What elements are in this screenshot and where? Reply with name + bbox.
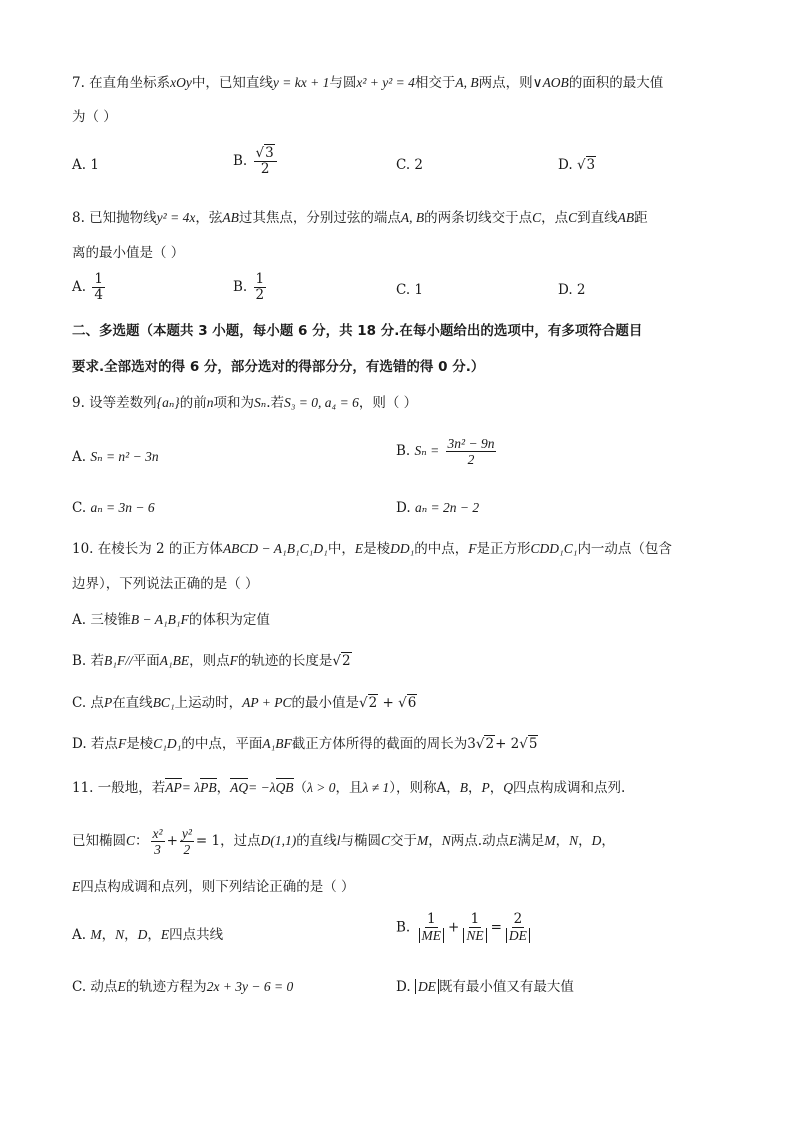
math: N <box>115 927 125 942</box>
math: A, B <box>400 210 425 225</box>
math: F <box>468 541 477 556</box>
math: y² = 4x <box>156 210 196 225</box>
q11-stem-line3 <box>72 876 355 898</box>
math: E <box>117 979 126 994</box>
math: BC₁ <box>152 695 175 710</box>
q8-option-a <box>72 272 107 303</box>
sqrt: √3 <box>576 157 596 173</box>
numerator: 1 <box>255 271 265 287</box>
text: ），则称A， <box>389 780 460 796</box>
q10-option-b <box>72 650 352 672</box>
math: + <box>448 919 460 936</box>
text: 10. 在棱长为 2 的正方体 <box>72 541 223 557</box>
text: 的直线 <box>296 833 337 849</box>
text: 中，已知直线 <box>191 75 273 91</box>
math: aₙ = 3n − 6 <box>90 500 155 515</box>
text: 在直线 <box>112 695 153 711</box>
text: ， <box>147 927 161 943</box>
text: ，则（ ） <box>358 395 418 411</box>
text: 过其焦点，分别过弦的端点 <box>238 210 401 226</box>
text: 7. 在直角坐标系 <box>72 75 171 91</box>
q11-stem-line1 <box>72 777 625 799</box>
math: A₁BF <box>262 736 292 751</box>
text: ， <box>428 833 442 849</box>
math: Q <box>503 780 514 795</box>
math: = λ <box>181 780 201 795</box>
text: 已知椭圆 <box>72 833 126 849</box>
numerator: x² <box>152 826 163 841</box>
q10-stem-line1 <box>72 538 672 560</box>
radicand: 2 <box>368 695 378 711</box>
math: F <box>117 736 127 751</box>
math: E <box>72 879 81 894</box>
text: ， <box>601 833 615 849</box>
fraction <box>254 272 267 303</box>
text: 8. 已知抛物线 <box>72 210 157 226</box>
q7-option-b <box>233 146 279 177</box>
math: Sₙ = <box>414 443 440 458</box>
vector: AP <box>165 777 182 799</box>
math: DD₁ <box>390 541 415 556</box>
text: 四点构成调和点列. <box>513 780 626 796</box>
math: B <box>459 780 469 795</box>
text: 两点，则∨ <box>478 75 543 91</box>
option-label: B. <box>233 153 248 169</box>
text: 是正方形 <box>476 541 531 557</box>
vector: QB <box>276 777 294 799</box>
option-label: A. <box>72 279 87 295</box>
text: 是棱 <box>126 736 154 752</box>
math: M <box>417 833 429 848</box>
q11-option-a <box>72 924 223 946</box>
text: 到直线 <box>577 210 618 226</box>
numerator: 2 <box>513 911 523 927</box>
math: E <box>509 833 518 848</box>
denominator: 2 <box>260 161 270 177</box>
text: 的前 <box>179 395 207 411</box>
fraction <box>254 146 277 177</box>
q11-option-d <box>396 976 574 998</box>
option-label: D. <box>396 979 411 995</box>
q8-option-c: C. 1 <box>396 282 424 298</box>
text: 平面 <box>132 653 160 669</box>
text: C. 动点 <box>72 979 118 995</box>
option-label: D. <box>558 157 573 173</box>
q8-option-b <box>233 272 268 303</box>
text: （ <box>293 780 308 796</box>
math: AOB <box>542 75 569 90</box>
math: y = kx + 1 <box>272 75 330 90</box>
q10-option-c: C. 点P在直线BC₁上运动时，AP + PC的最小值是√2 + √6 <box>72 692 417 714</box>
q8-stem-line2: 离的最小值是（ ） <box>72 245 185 261</box>
text: 的中点， <box>414 541 469 557</box>
text: B. 若 <box>72 653 105 669</box>
denominator: ME <box>419 928 445 943</box>
text: 中， <box>327 541 355 557</box>
q10-option-a <box>72 609 270 631</box>
denominator: 2 <box>183 842 191 857</box>
math: D <box>137 927 148 942</box>
fraction <box>92 272 105 303</box>
math: n <box>206 395 214 410</box>
q7-stem-line2: 为（ ） <box>72 109 117 125</box>
math: A₁BE <box>159 653 190 668</box>
q11-stem-line2 <box>72 826 615 857</box>
fraction <box>151 826 165 857</box>
text: 的最小值是 <box>291 695 359 711</box>
text: ， <box>101 927 116 943</box>
math: aₙ = 2n − 2 <box>414 500 480 515</box>
math: λ ≠ 1 <box>362 780 390 795</box>
radicand: 6 <box>407 695 417 711</box>
q10-option-d <box>72 733 538 755</box>
math: P <box>103 695 113 710</box>
numerator: y² <box>181 826 192 841</box>
text: 四点构成调和点列，则下列结论正确的是（ ） <box>80 879 355 895</box>
denominator: 2 <box>255 287 265 303</box>
text: 满足 <box>517 833 545 849</box>
text: ， <box>468 780 482 796</box>
option-label: C. <box>72 500 87 516</box>
text: A. 三棱锥 <box>72 612 131 628</box>
math: S₃ = 0, a₄ = 6 <box>283 395 359 410</box>
text: 相交于 <box>414 75 456 91</box>
text: 截正方体所得的截面的周长为 <box>291 736 468 752</box>
text: ， <box>124 927 138 943</box>
numerator: 1 <box>94 271 103 287</box>
text: 交于 <box>390 833 418 849</box>
q9-option-b <box>396 436 498 467</box>
math: F <box>229 653 238 668</box>
math: D(1,1) <box>260 833 297 848</box>
math: M <box>90 927 102 942</box>
math: xOy <box>170 75 192 90</box>
math: C₁D₁ <box>153 736 182 751</box>
q8-stem-line1 <box>72 207 648 229</box>
sqrt: √6 <box>398 695 417 711</box>
text: ，点 <box>541 210 569 226</box>
radicand: 2 <box>485 736 495 752</box>
option-label: B. <box>396 919 411 936</box>
math: AB <box>617 210 635 225</box>
q7-stem-line1 <box>72 72 663 94</box>
math: DE <box>415 979 439 994</box>
q9-option-c <box>72 497 155 519</box>
vector: PB <box>200 777 217 799</box>
math: 3 <box>467 736 476 752</box>
text: 是棱 <box>363 541 391 557</box>
text: 与椭圆 <box>340 833 382 849</box>
numerator: 1 <box>470 911 480 927</box>
math: B − A₁B₁F <box>130 612 189 627</box>
math: E <box>160 927 170 942</box>
q7-option-d <box>558 154 596 176</box>
option-label: D. <box>396 500 411 516</box>
radicand: 2 <box>342 653 351 669</box>
section2-heading-line2: 要求.全部选对的得 6 分，部分选对的得部分分，有选错的得 0 分.） <box>72 359 485 375</box>
q10-stem-line2: 边界），下列说法正确的是（ ） <box>72 576 259 592</box>
text: ， <box>489 780 504 796</box>
q7-option-a: A. 1 <box>72 157 99 173</box>
q7-option-c: C. 2 <box>396 157 424 173</box>
radicand: 3 <box>586 157 596 173</box>
math: C <box>381 833 391 848</box>
text: ，则点 <box>189 653 230 669</box>
text: 9. 设等差数列 <box>72 395 157 411</box>
radicand: 3 <box>265 145 274 161</box>
radicand: 5 <box>528 736 538 752</box>
math: λ > 0 <box>307 780 336 795</box>
fraction <box>180 826 194 857</box>
math: 2x + 3y − 6 = 0 <box>206 979 294 994</box>
option-label: A. <box>72 449 87 465</box>
text: 上运动时， <box>174 695 243 711</box>
math: Sₙ = n² − 3n <box>90 449 159 464</box>
math: = −λ <box>248 780 276 795</box>
text: 的轨迹方程为 <box>125 979 207 995</box>
numerator: 1 <box>426 911 436 927</box>
math: P <box>481 780 490 795</box>
math: AP + PC <box>242 695 292 710</box>
text: 四点共线 <box>169 927 224 943</box>
text: .若 <box>266 395 284 411</box>
text: 距 <box>634 210 648 226</box>
math: A, B <box>455 75 479 90</box>
math: C <box>126 833 136 848</box>
q8-option-d: D. 2 <box>558 282 586 298</box>
denominator: DE <box>506 928 530 943</box>
math: M <box>544 833 556 848</box>
math: ABCD − A₁B₁C₁D₁ <box>222 541 328 556</box>
text: C. 点 <box>72 695 104 711</box>
q11-option-c <box>72 976 293 998</box>
text: ，弦 <box>195 210 223 226</box>
text: = 1，过点 <box>195 833 261 849</box>
math: AB <box>222 210 239 225</box>
denominator: 4 <box>94 287 103 303</box>
text: 与圆 <box>329 75 357 91</box>
text: 11. 一般地，若 <box>72 780 166 796</box>
text: 内一动点（包含 <box>577 541 672 557</box>
option-label: B. <box>396 443 411 459</box>
fraction <box>446 436 497 467</box>
text: ， <box>578 833 592 849</box>
fraction <box>417 912 447 944</box>
math: C <box>568 210 578 225</box>
math: {aₙ} <box>156 395 180 410</box>
math: Sₙ <box>253 395 267 410</box>
text: ， <box>555 833 570 849</box>
math: D <box>591 833 602 848</box>
text: 的体积为定值 <box>188 612 270 628</box>
numerator: √3 <box>254 146 277 162</box>
math: + 2 <box>495 736 520 752</box>
text: ， <box>216 780 231 796</box>
sqrt: √2 <box>359 695 378 711</box>
section2-heading-line1: 二、多选题（本题共 3 小题，每小题 6 分，共 18 分.在每小题给出的选项中，有多项符合题目 <box>72 323 643 339</box>
option-label: B. <box>233 279 248 295</box>
math: B₁F// <box>104 653 133 668</box>
option-label: A. <box>72 927 87 943</box>
math: l <box>336 833 341 848</box>
text: ，且 <box>335 780 363 796</box>
math: N <box>441 833 451 848</box>
sqrt: √5 <box>519 736 538 752</box>
q9-stem <box>72 392 417 414</box>
q9-option-d <box>396 497 479 519</box>
numerator: 3n² − 9n <box>447 436 495 451</box>
math: N <box>569 833 579 848</box>
text: 两点.动点 <box>450 833 510 849</box>
text: 既有最小值又有最大值 <box>438 979 574 995</box>
math: E <box>354 541 364 556</box>
text: 的中点，平面 <box>181 736 263 752</box>
fraction <box>461 912 488 944</box>
denominator: 3 <box>154 842 161 857</box>
text: ： <box>135 833 149 849</box>
text: 项和为 <box>213 395 254 411</box>
math: = <box>490 919 502 936</box>
denominator: 2 <box>467 452 475 467</box>
denominator: NE <box>463 928 486 943</box>
text: 的面积的最大值 <box>568 75 664 91</box>
text: 的轨迹的长度是 <box>237 653 333 669</box>
sqrt: √2 <box>332 653 351 669</box>
math: CDD₁C₁ <box>530 541 578 556</box>
text: 的两条切线交于点 <box>424 210 533 226</box>
math: x² + y² = 4 <box>356 75 415 90</box>
sqrt: √2 <box>475 736 495 752</box>
q9-option-a <box>72 446 159 468</box>
q11-option-b <box>396 912 534 944</box>
text: D. 若点 <box>72 736 118 752</box>
math: + <box>166 833 178 849</box>
fraction <box>504 912 532 944</box>
vector: AQ <box>230 777 248 799</box>
math: C <box>532 210 542 225</box>
